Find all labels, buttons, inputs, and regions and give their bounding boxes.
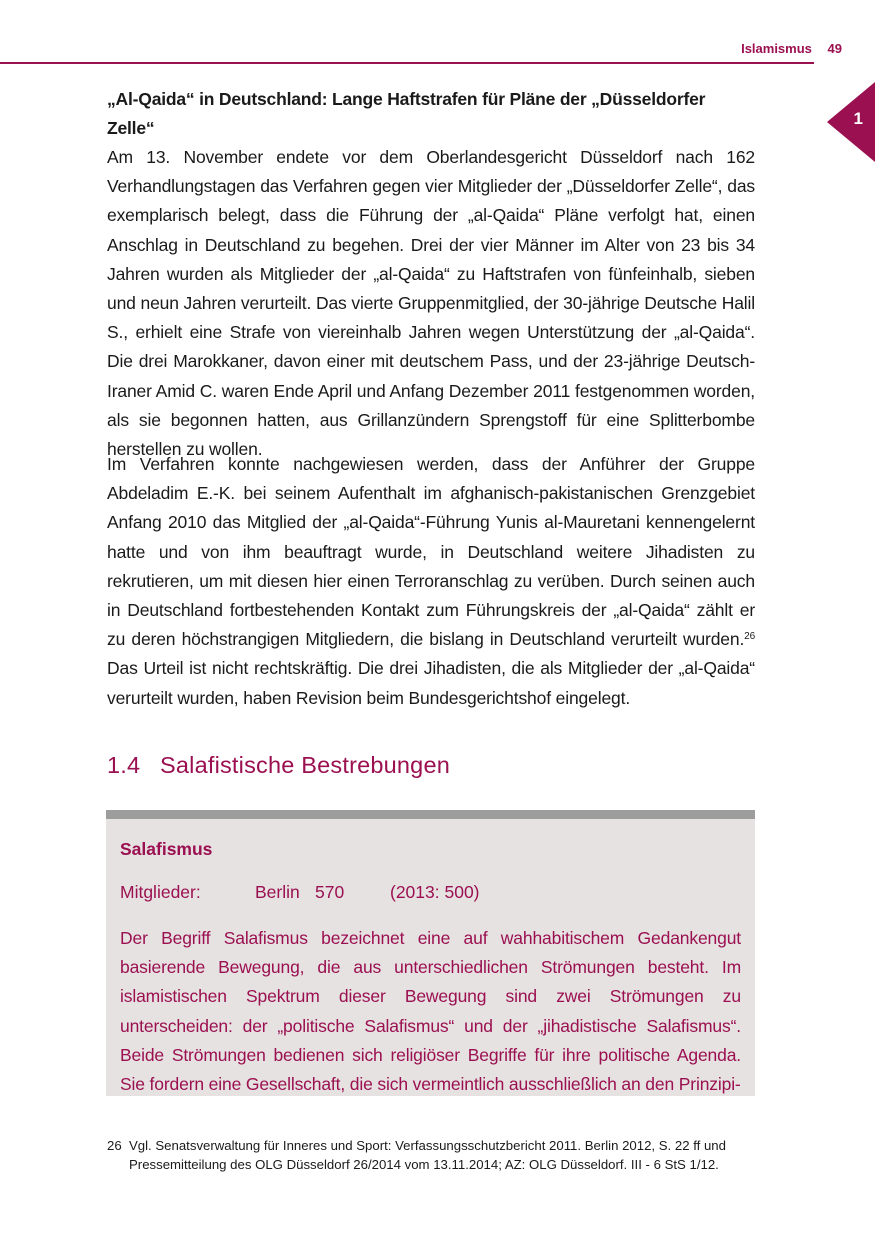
chapter-tab bbox=[827, 82, 875, 162]
info-box bbox=[106, 810, 755, 1096]
footnote-text: Vgl. Senatsverwaltung für Inneres und Sport: Verfassungsschutzbericht 2011. Berlin 2012, S. 22 ff und Pressemitteilung des OLG Düsseldorf 26/2014 vom 13.11.2014; AZ: OLG Düsseldorf. III - 6 StS 1/12. bbox=[129, 1138, 726, 1172]
paragraph-2-part-b: Das Urteil ist nicht rechtskräftig. Die drei Jihadisten, die als Mitglieder der „al-Qaida“ verurteilt wurden, haben Revision beim Bundesgerichtshof eingelegt. bbox=[107, 658, 755, 708]
page-number: 49 bbox=[827, 41, 842, 56]
section-number: 1.4 bbox=[107, 752, 141, 778]
article-block-2 bbox=[107, 450, 755, 713]
members-label: Mitglieder: bbox=[120, 882, 201, 902]
info-box-top-bar bbox=[106, 810, 755, 819]
info-box-members-row bbox=[120, 882, 741, 912]
paragraph-2-part-a: Im Verfahren konnte nachgewiesen werden, dass der Anführer der Gruppe Abdeladim E.-K. bei seinem Aufenthalt im afghanisch-pakistanischen Grenzgebiet Anfang 2010 das Mitglied der „al-Qaida“-Führung Yunis al-Mauretani kennengelernt hatte und von ihm beauftragt wurde, in Deutschland weitere Jihadisten zu rekrutieren, um mit diesen hier einen Terroranschlag zu verüben. Durch seinen auch in Deutschland fortbestehenden Kontakt zum Führungskreis der „al-Qaida“ zählt er zu deren höchstrangigen Mitgliedern, die bislang in Deutschland verurteilt wurden. bbox=[107, 454, 755, 650]
chapter-number: 1 bbox=[853, 109, 863, 128]
article-block bbox=[107, 85, 755, 464]
section-heading bbox=[107, 752, 450, 779]
chapter-tab-triangle-icon bbox=[827, 82, 875, 162]
running-head-section: Islamismus bbox=[741, 41, 812, 56]
info-box-text: Der Begriff Salafismus bezeichnet eine auf wahhabitischem Gedankengut basierende Bewegung, die aus unterschiedlichen Strömungen besteht. Im islamistischen Spektrum dieser Bewegung sind zwei Strömungen zu unterscheiden: der „politische Salafismus“ und der „jihadistische Salafismus“. Beide Strömungen bedienen sich religiöser Begriffe für ihre politische Agenda. Sie fordern eine Gesellschaft, die sich vermeintlich ausschließlich an den Prinzipi- bbox=[120, 928, 741, 1095]
section-title: Salafistische Bestrebungen bbox=[160, 752, 450, 778]
footnote-number: 26 bbox=[107, 1138, 122, 1153]
article-title: „Al-Qaida“ in Deutschland: Lange Haftstrafen für Pläne der „Düsseldorfer Zelle“ bbox=[107, 89, 706, 138]
members-city: Berlin bbox=[255, 882, 300, 902]
footnote-reference[interactable]: 26 bbox=[744, 631, 755, 643]
header-rule bbox=[0, 62, 814, 64]
article-paragraph-2 bbox=[107, 450, 755, 713]
running-head bbox=[741, 41, 842, 56]
info-box-title: Salafismus bbox=[120, 839, 213, 859]
members-previous: (2013: 500) bbox=[390, 882, 480, 902]
article-paragraph-1: Am 13. November endete vor dem Oberlandesgericht Düsseldorf nach 162 Verhandlungstagen das Verfahren gegen vier Mitglieder der „Düsseldorfer Zelle“, das exemplarisch belegt, dass die Führung der „al-Qaida“ Pläne verfolgt hat, einen Anschlag in Deutschland zu begehen. Drei der vier Männer im Alter von 23 bis 34 Jahren wurden als Mitglieder der „al-Qaida“ zu Haftstrafen von fünfeinhalb, sieben und neun Jahren verurteilt. Das vierte Gruppenmitglied, der 30-jährige Deutsche Halil S., erhielt eine Strafe von viereinhalb Jahren wegen Unterstützung der „al-Qaida“. Die drei Marokkaner, davon einer mit deutschem Pass, und der 23-jährige Deutsch-Iraner Amid C. waren Ende April und Anfang Dezember 2011 festgenommen worden, als sie begonnen hatten, aus Grillanzündern Sprengstoff für eine Splitterbombe herstellen zu wollen. bbox=[107, 147, 755, 460]
members-count: 570 bbox=[315, 882, 345, 902]
footnote bbox=[107, 1136, 767, 1174]
